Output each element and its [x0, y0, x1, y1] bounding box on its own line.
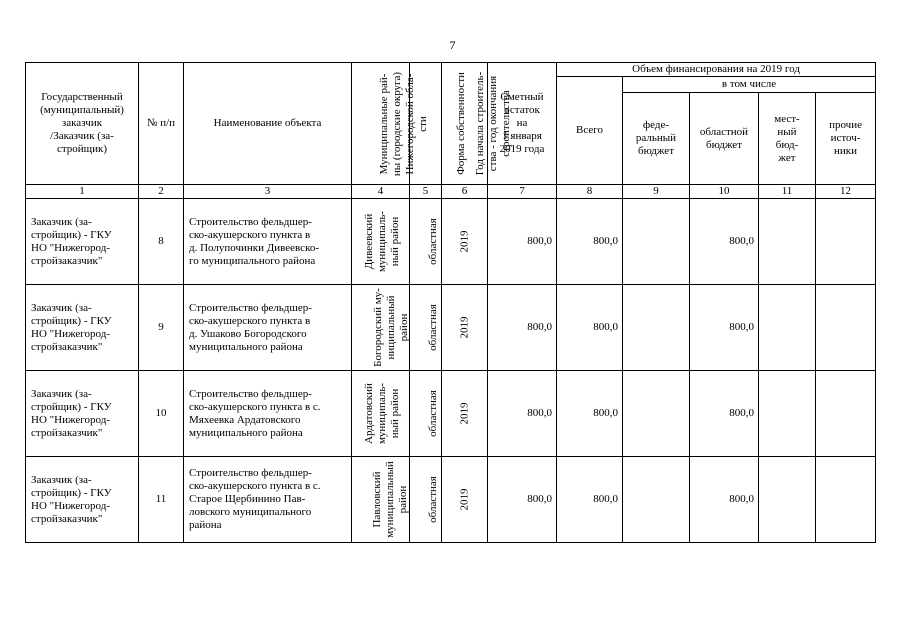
header-total: Всего [557, 77, 623, 185]
header-object: Наименование объекта [184, 63, 352, 185]
ownership-cell: областная [410, 457, 442, 543]
district-cell: Богородский му- ниципальный район [352, 285, 410, 371]
column-number: 11 [759, 185, 816, 199]
years-cell: 2019 [442, 371, 488, 457]
total-cell: 800,0 [557, 371, 623, 457]
regional-cell: 800,0 [690, 199, 759, 285]
column-number: 9 [623, 185, 690, 199]
column-number: 6 [442, 185, 488, 199]
row-number-cell: 10 [139, 371, 184, 457]
district-cell: Ардатовский муниципаль- ный район [352, 371, 410, 457]
row-number-cell: 8 [139, 199, 184, 285]
federal-cell [623, 285, 690, 371]
row-number-cell: 9 [139, 285, 184, 371]
years-cell: 2019 [442, 285, 488, 371]
header-balance: Сметный остаток на 1 января 2019 года [488, 63, 557, 185]
column-number: 10 [690, 185, 759, 199]
table-row [26, 199, 876, 285]
other-cell [816, 199, 876, 285]
local-cell [759, 199, 816, 285]
header-regional: областной бюджет [690, 93, 759, 185]
header-financing: Объем финансирования на 2019 год [557, 63, 876, 77]
object-cell: Строительство фельдшер- ско-акушерского пункта в д. Полупочинки Дивеевско- го муниципального района [184, 199, 352, 285]
local-cell [759, 457, 816, 543]
financing-table [25, 62, 876, 543]
years-cell: 2019 [442, 457, 488, 543]
object-cell: Строительство фельдшер- ско-акушерского пункта в с. Старое Щербинино Пав- ловского муниципального района [184, 457, 352, 543]
balance-cell: 800,0 [488, 285, 557, 371]
years-cell: 2019 [442, 199, 488, 285]
total-cell: 800,0 [557, 285, 623, 371]
federal-cell [623, 371, 690, 457]
regional-cell: 800,0 [690, 457, 759, 543]
district-cell: Дивеевский муниципаль- ный район [352, 199, 410, 285]
column-number: 3 [184, 185, 352, 199]
row-number-cell: 11 [139, 457, 184, 543]
customer-cell: Заказчик (за- стройщик) - ГКУ НО "Нижегород- стройзаказчик" [26, 371, 139, 457]
header-ownership: Форма собственности [410, 63, 442, 185]
table-row [26, 457, 876, 543]
table-row [26, 371, 876, 457]
other-cell [816, 285, 876, 371]
district-cell: Павловский муниципальный район [352, 457, 410, 543]
balance-cell: 800,0 [488, 371, 557, 457]
column-number: 8 [557, 185, 623, 199]
header-other: прочие источ- ники [816, 93, 876, 185]
total-cell: 800,0 [557, 457, 623, 543]
table-row [26, 285, 876, 371]
total-cell: 800,0 [557, 199, 623, 285]
header-local: мест- ный бюд- жет [759, 93, 816, 185]
column-number: 5 [410, 185, 442, 199]
header-district: Муниципальные рай- ны (городские округа) Нижегородской обла- сти [352, 63, 410, 185]
column-number: 4 [352, 185, 410, 199]
header-federal: феде- ральный бюджет [623, 93, 690, 185]
column-number: 1 [26, 185, 139, 199]
ownership-cell: областная [410, 199, 442, 285]
customer-cell: Заказчик (за- стройщик) - ГКУ НО "Нижегород- стройзаказчик" [26, 199, 139, 285]
object-cell: Строительство фельдшер- ско-акушерского пункта в д. Ушаково Богородского муниципального района [184, 285, 352, 371]
customer-cell: Заказчик (за- стройщик) - ГКУ НО "Нижегород- стройзаказчик" [26, 285, 139, 371]
header-including: в том числе [623, 77, 876, 93]
column-numbers-row [26, 185, 876, 199]
column-number: 12 [816, 185, 876, 199]
regional-cell: 800,0 [690, 371, 759, 457]
ownership-cell: областная [410, 285, 442, 371]
balance-cell: 800,0 [488, 199, 557, 285]
header-number: № п/п [139, 63, 184, 185]
header-customer: Государственный (муниципальный) заказчик /Заказчик (за- стройщик) [26, 63, 139, 185]
column-number: 7 [488, 185, 557, 199]
federal-cell [623, 457, 690, 543]
other-cell [816, 457, 876, 543]
header-years: Год начала строитель- ства - год окончания строительства [442, 63, 488, 185]
other-cell [816, 371, 876, 457]
customer-cell: Заказчик (за- стройщик) - ГКУ НО "Нижегород- стройзаказчик" [26, 457, 139, 543]
regional-cell: 800,0 [690, 285, 759, 371]
local-cell [759, 285, 816, 371]
federal-cell [623, 199, 690, 285]
object-cell: Строительство фельдшер- ско-акушерского пункта в с. Мяхеевка Ардатовского муниципального района [184, 371, 352, 457]
page-number: 7 [449, 38, 456, 52]
column-number: 2 [139, 185, 184, 199]
local-cell [759, 371, 816, 457]
balance-cell: 800,0 [488, 457, 557, 543]
ownership-cell: областная [410, 371, 442, 457]
